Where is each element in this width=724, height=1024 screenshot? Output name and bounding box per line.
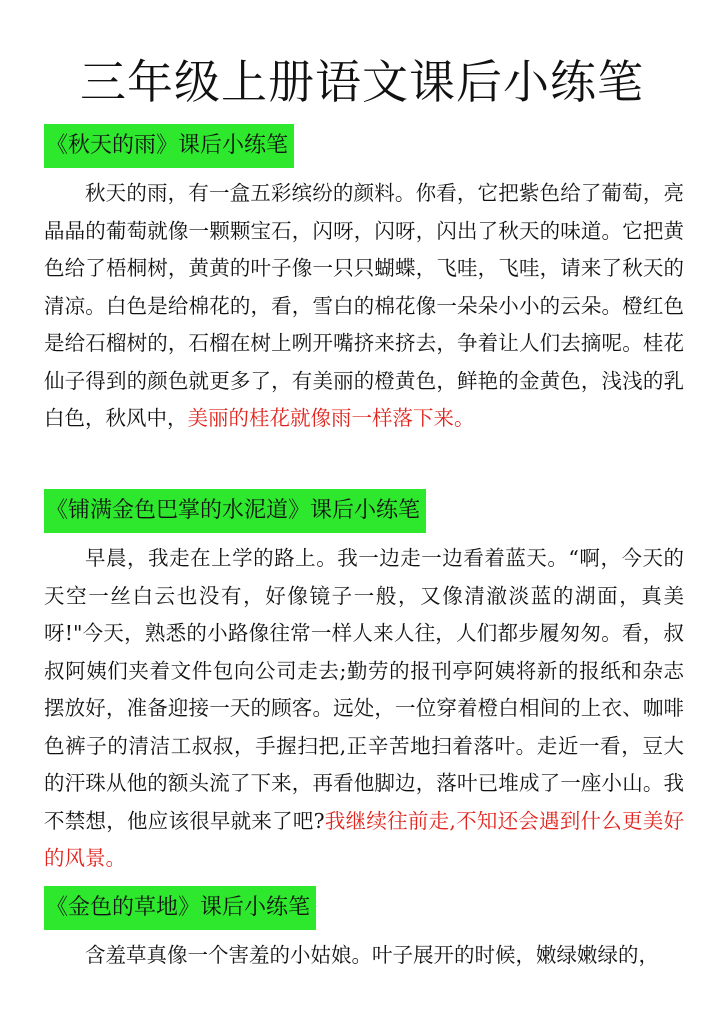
section-paragraph-autumn-rain bbox=[44, 175, 684, 438]
section-paragraph-golden-road bbox=[44, 540, 684, 878]
paragraph-highlight: 美丽的桂花就像雨一样落下来。 bbox=[187, 406, 475, 430]
section-paragraph-golden-meadow bbox=[44, 937, 684, 975]
section-heading-label: 《金色的草地》课后小练笔 bbox=[46, 895, 311, 920]
section-heading-label: 《铺满金色巴掌的水泥道》课后小练笔 bbox=[46, 498, 421, 523]
section-heading-autumn-rain bbox=[44, 124, 294, 168]
section-heading-golden-road bbox=[44, 489, 426, 533]
paragraph-text: 早晨，我走在上学的路上。我一边走一边看着蓝天。“啊，今天的天空一丝白云也没有，好像镜子一般，又像清澈淡蓝的湖面，真美呀!"今天，熟悉的小路像往常一样人来人往，人们都步履匆匆。看，叔叔阿姨们夹着文件包向公司走去;勤劳的报刊亭阿姨将新的报纸和杂志摆放好，准备迎接一天的顾客。远处，一位穿着橙白相间的上衣、咖啡色裤子的清洁工叔叔，手握扫把,正辛苦地扫着落叶。走近一看，豆大的汗珠从他的额头流了下来，再看他脚边，落叶已堆成了一座小山。我不禁想，他应该很早就来了吧? bbox=[44, 546, 684, 833]
page-title: 三年级上册语文课后小练笔 bbox=[80, 55, 644, 109]
section-heading-golden-meadow bbox=[44, 886, 316, 930]
paragraph-text: 秋天的雨，有一盒五彩缤纷的颜料。你看，它把紫色给了葡萄，亮晶晶的葡萄就像一颗颗宝石，闪呀，闪呀，闪出了秋天的味道。它把黄色给了梧桐树，黄黄的叶子像一只只蝴蝶，飞哇，飞哇，请来了秋天的清凉。白色是给棉花的，看，雪白的棉花像一朵朵小小的云朵。橙红色是给石榴树的，石榴在树上咧开嘴挤来挤去，争着让人们去摘呢。桂花仙子得到的颜色就更多了，有美丽的橙黄色，鲜艳的金黄色，浅浅的乳白色，秋风中， bbox=[44, 181, 684, 430]
paragraph-text: 含羞草真像一个害羞的小姑娘。叶子展开的时候，嫩绿嫩绿的， bbox=[85, 943, 659, 967]
section-heading-label: 《秋天的雨》课后小练笔 bbox=[46, 133, 289, 158]
paragraph-highlight: 我继续往前走,不知还会遇到什么更美好的风景。 bbox=[44, 808, 685, 870]
